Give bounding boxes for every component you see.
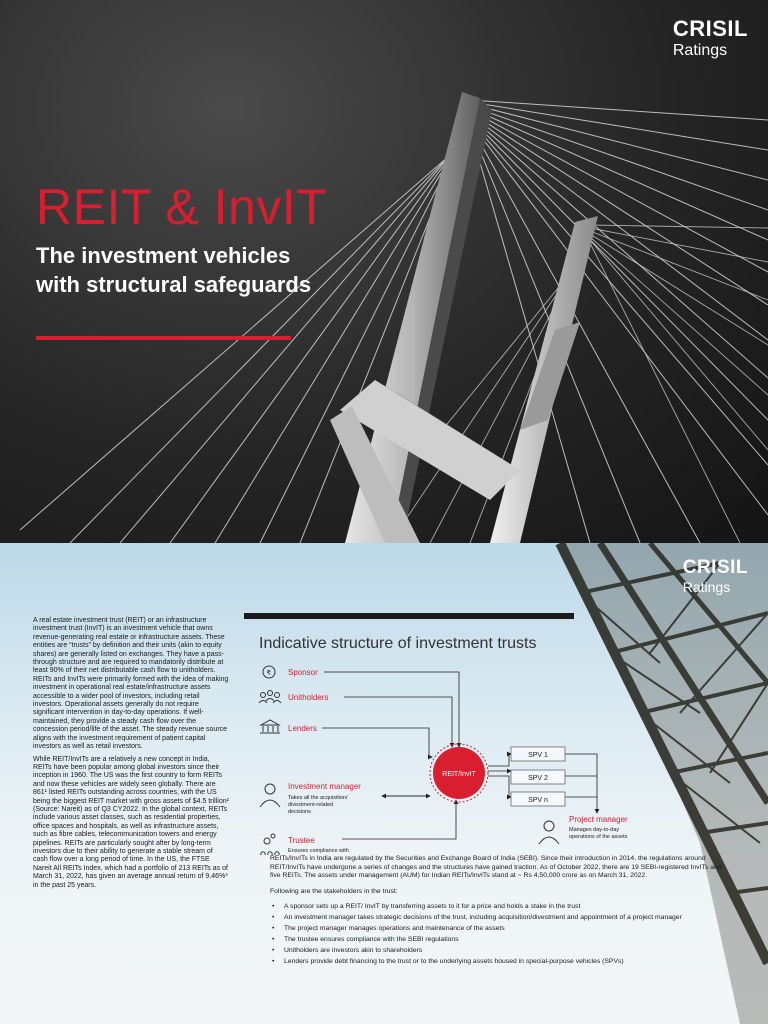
- investment-manager-desc: Takes all the acquisition/: [288, 795, 348, 801]
- spv-1: SPV 1: [528, 752, 548, 759]
- brand-sub: Ratings: [682, 579, 731, 595]
- regulation-section: [270, 855, 730, 970]
- project-manager-desc: Manages day-to-day: [569, 827, 620, 833]
- section-bar: [244, 613, 574, 619]
- structure-title: Indicative structure of investment trusts: [259, 635, 537, 652]
- brand-name: CRISIL: [672, 16, 748, 41]
- title-underline: [36, 336, 291, 340]
- investment-manager-label: Investment manager: [288, 782, 361, 791]
- project-manager-desc: operations of the assets: [569, 834, 628, 840]
- lenders-label: Lenders: [288, 724, 317, 733]
- sponsor-label: Sponsor: [288, 668, 318, 677]
- list-item: • Unitholders are investors akin to shareholders: [270, 947, 730, 956]
- brand-name: CRISIL: [682, 557, 748, 578]
- list-item: • Lenders provide debt financing to the trust or to the underlying assets housed in special-purpose vehicles (SPVs): [270, 958, 730, 967]
- list-item: • An investment manager takes strategic decisions of the trust, including acquisition/divestment and appointment of a project manager: [270, 914, 730, 923]
- regulation-paragraph: REITs/InvITs in India are regulated by the Securities and Exchange Board of India (SEBI). Since their introduction in 2014, the regulations around REIT/InvITs have undergone a series of changes and the structures have gained traction. As of October 2022, there are 19 SEBI-registered InvITs and five REITs. The assets under management (AUM) for Indian REITs/InvITs stand at ~ Rs 4,50,000 crore as on March 31, 2022.: [270, 855, 722, 879]
- unitholders-icon: [259, 691, 281, 704]
- intro-column: [33, 617, 229, 894]
- crisil-logo: [673, 18, 748, 59]
- sponsor-icon: [263, 666, 275, 678]
- trustee-label: Trustee: [288, 836, 315, 845]
- cover-subtitle: The investment vehicles with structural safeguards: [36, 243, 312, 297]
- center-label: REIT/InvIT: [442, 771, 476, 778]
- list-item: • The project manager manages operations and maintenance of the assets: [270, 925, 730, 934]
- investment-manager-icon: [260, 784, 280, 807]
- list-item: • The trustee ensures compliance with the SEBI regulations: [270, 936, 730, 945]
- spv-2: SPV 2: [528, 775, 548, 782]
- lenders-icon: [260, 720, 280, 733]
- stakeholders-intro: Following are the stakeholders in the trust:: [270, 887, 398, 895]
- content-page: [0, 543, 768, 1024]
- structure-diagram: [252, 655, 672, 855]
- stakeholder-list: [270, 903, 730, 967]
- list-item: • A sponsor sets up a REIT/ InvIT by transferring assets to it for a price and holds a stake in the trust: [270, 903, 730, 912]
- project-manager-label: Project manager: [569, 815, 628, 824]
- unitholders-label: Unitholders: [288, 693, 329, 702]
- brand-sub: Ratings: [672, 42, 728, 59]
- project-manager-icon: [539, 821, 559, 844]
- trustee-desc: Ensures compliance with: [288, 848, 349, 854]
- intro-paragraph: While REIT/InvITs are a relatively a new concept in India, REITs have been popular among global investors since their inception in 1960. The US was the first country to form REITs and now these vehicles are widely seen globally. There are 861¹ listed REITs outstanding across countries, with the US being the biggest REIT market with gross assets of $4.5 trillion² (Source: Nareit) as of Q3 CY2022. In the global context, REITs include various asset classes, such as residential properties, office spaces and hospitals, as well as infrastructure assets, such as fibre cables, telecommunication towers and energy pipelines. REITs are particularly sought after by long-term investors due to their ability to generate a stable stream of cash flow over a long period of time. In the US, the FTSE Nareit All REITs Index, which had a portfolio of 213 REITs as of March 31, 2022, has given an average annual return of 9.46%³ in the past 25 years.: [33, 755, 229, 889]
- trustee-icon: [261, 834, 279, 855]
- investment-manager-desc: decisions: [288, 809, 311, 815]
- crisil-logo-page2: [683, 558, 748, 594]
- cover-title: REIT & InvIT: [36, 179, 328, 235]
- intro-paragraph: A real estate investment trust (REIT) or an infrastructure investment trust (InvIT) is an investment vehicle that owns revenue-generating real estate or infrastructure assets. These entities are “trusts” by definition and their units (akin to equity shares) are generally listed on exchanges. They have a pass-through structure and are required to mandatorily distribute at least 90% of their net distributable cash flow to unitholders. REITs and InvITs were primarily formed with the idea of making investment in operational real estate/infrastructure assets accessible to a wider pool of investors, including retail investors. Operational assets generally do not require significant intervention in day-to-day operations. If well-maintained, they provide a steady cash flow over the concession period/life of the asset. The steady revenue source aligns with the investment requirement of patient capital investors as well as retail investors.: [33, 617, 229, 751]
- spv-n: SPV n: [528, 797, 548, 804]
- investment-manager-desc: divestment-related: [288, 802, 334, 808]
- svg-text:₹: ₹: [266, 669, 271, 677]
